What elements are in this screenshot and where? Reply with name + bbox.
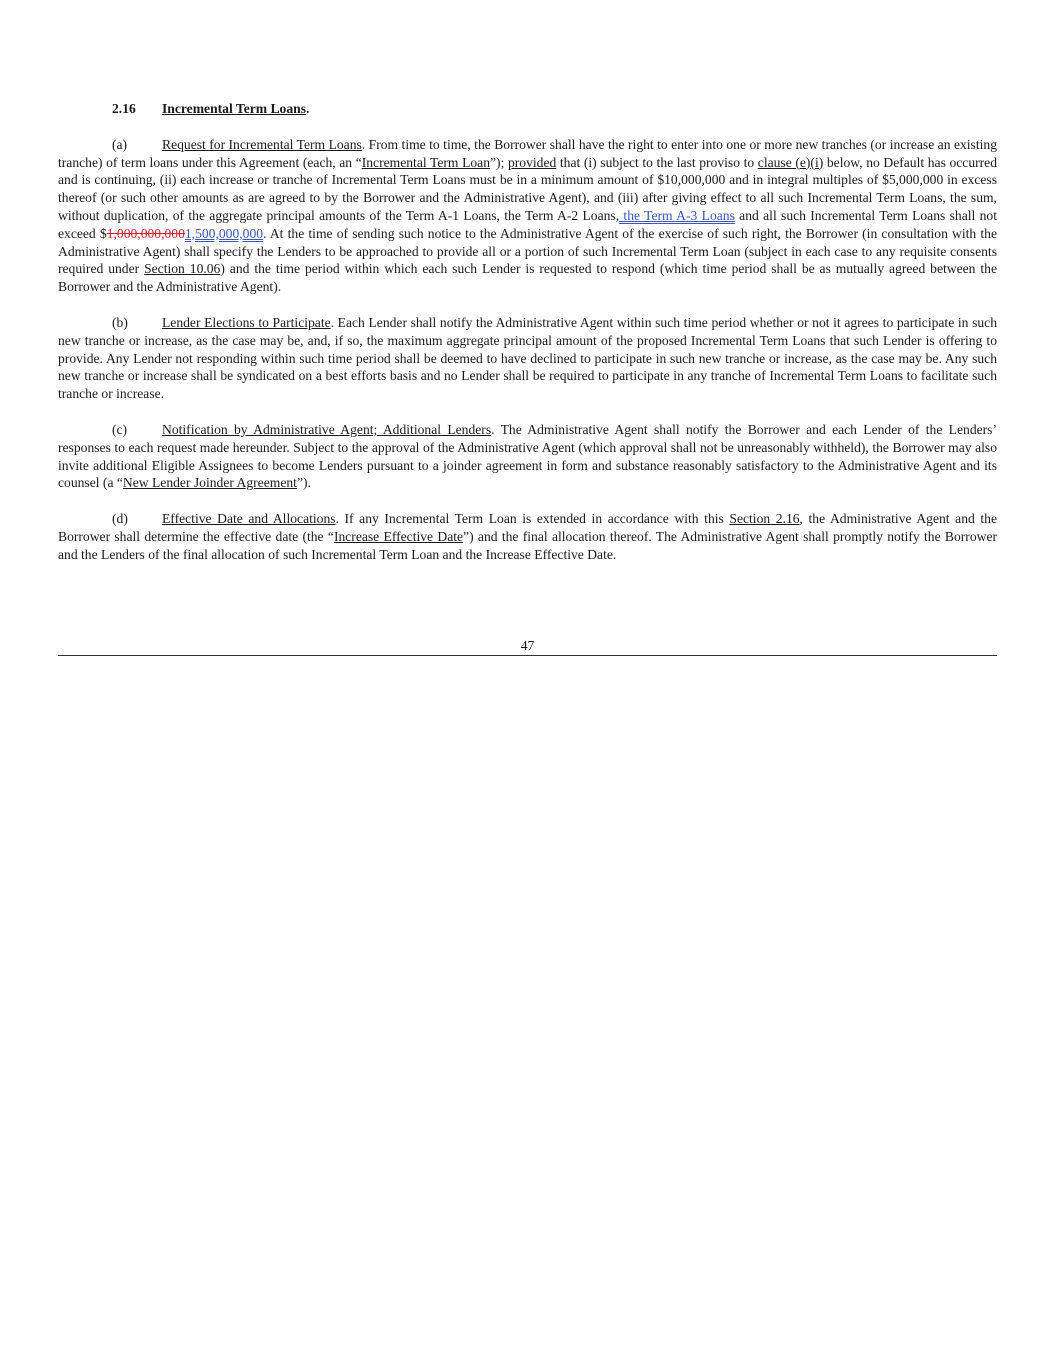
defined-term-incremental-term-loan: Incremental Term Loan [361, 154, 491, 170]
footer-divider [58, 655, 997, 656]
paragraph-a-text-1: . From time to time, the Borrower shall have the right to enter into one or more new tranches (or increase an existing tranche) of term loans under this Agreement (each, an “ [58, 136, 997, 170]
paragraph-a-text-4: below, no Default has occurred and is continuing, (ii) each increase or tranche of Incremental Term Loans must be in a minimum amount of $10,000,000 and in integral multiples of $5,000,000 in excess thereof (or such other amounts as are agreed to by the Borrower and the Administrative Agent), and (iii) after giving effect to all such Incremental Term Loans, the sum, without duplication, of the aggregate principal amounts of the Term A-1 Loans, the Term A-2 Loans, [58, 154, 997, 223]
paragraph-a [58, 136, 997, 296]
clause-reference-link[interactable]: clause (e)(i) [757, 154, 824, 170]
term-provided: provided [507, 154, 557, 170]
paragraph-c-label: (c) [112, 421, 128, 437]
document-page [58, 100, 997, 582]
section-title-period: . [306, 101, 310, 116]
paragraph-a-heading: Request for Incremental Term Loans [162, 136, 362, 152]
paragraph-d-text-2: , the Administrative Agent and the Borrower shall determine the effective date (the “ [58, 511, 997, 544]
paragraph-b-label: (b) [112, 314, 128, 330]
paragraph-c [58, 421, 997, 492]
paragraph-c-heading: Notification by Administrative Agent; Additional Lenders [162, 421, 492, 437]
page-number: 47 [520, 638, 535, 653]
inserted-text-term-a3-loans: the Term A-3 Loans [619, 207, 735, 223]
paragraph-b [58, 314, 997, 403]
paragraph-d-text-3: ”) and the final allocation thereof. The Administrative Agent shall promptly notify the Borrower and the Lenders of the final allocation of such Incremental Term Loan and the Increase Effective Date. [58, 528, 997, 562]
paragraph-a-text-6: . At the time of sending such notice to the Administrative Agent of the exercise of such right, the Borrower (in consultation with the Administrative Agent) shall specify the Lenders to be approached to provide all or a portion of such Incremental Term Loan (subject in each case to any requisite consents required under [58, 225, 997, 277]
defined-term-increase-effective-date: Increase Effective Date [333, 528, 464, 544]
paragraph-d-text-1: . If any Incremental Term Loan is extended in accordance with this [335, 511, 730, 527]
paragraph-a-text-7: ) and the time period within which each such Lender is requested to respond (which time period shall be as mutually agreed between the Borrower and the Administrative Agent). [58, 261, 997, 295]
paragraph-d-label: (d) [112, 511, 128, 527]
paragraph-a-text-2: ”); [490, 154, 508, 170]
section-2-16-link[interactable]: Section 2.16 [729, 511, 800, 527]
deleted-amount: 1,000,000,000 [106, 225, 185, 241]
paragraph-b-text-1: . Each Lender shall notify the Administrative Agent within such time period whether or not it agrees to participate in such new tranche or increase, as the case may be, and, if so, the maximum aggregate principal amount of the proposed Incremental Term Loans that such Lender is offering to provide. Any Lender not responding within such time period shall be deemed to have declined to participate in such new tranche or increase, as the case may be. Any such new tranche or increase shall be syndicated on a best efforts basis and no Lender shall be required to participate in any tranche of Incremental Term Loans to facilitate such tranche or increase. [58, 314, 997, 402]
section-10-06-link[interactable]: Section 10.06 [144, 261, 221, 277]
paragraph-c-text-1: . The Administrative Agent shall notify the Borrower and each Lender of the Lenders’ responses to each request made hereunder. Subject to the approval of the Administrative Agent (which approval shall not be unreasonably withheld), the Borrower may also invite additional Eligible Assignees to become Lenders pursuant to a joinder agreement in form and substance reasonably satisfactory to the Administrative Agent and its counsel (a “ [58, 421, 997, 491]
paragraph-d [58, 510, 997, 563]
section-heading [58, 100, 997, 118]
paragraph-a-label: (a) [112, 136, 128, 152]
paragraph-a-text-5: and all such Incremental Term Loans shall not exceed $ [58, 207, 997, 241]
paragraph-d-heading: Effective Date and Allocations [162, 511, 336, 527]
section-number: 2.16 [112, 101, 136, 116]
defined-term-new-lender-joinder-agreement: New Lender Joinder Agreement [122, 475, 297, 491]
section-title: Incremental Term Loans [162, 101, 306, 116]
inserted-amount: 1,500,000,000 [184, 225, 264, 241]
paragraph-c-text-2: ”). [296, 475, 311, 491]
paragraph-b-heading: Lender Elections to Participate [162, 314, 331, 330]
paragraph-a-text-3: that (i) subject to the last proviso to [556, 154, 758, 170]
